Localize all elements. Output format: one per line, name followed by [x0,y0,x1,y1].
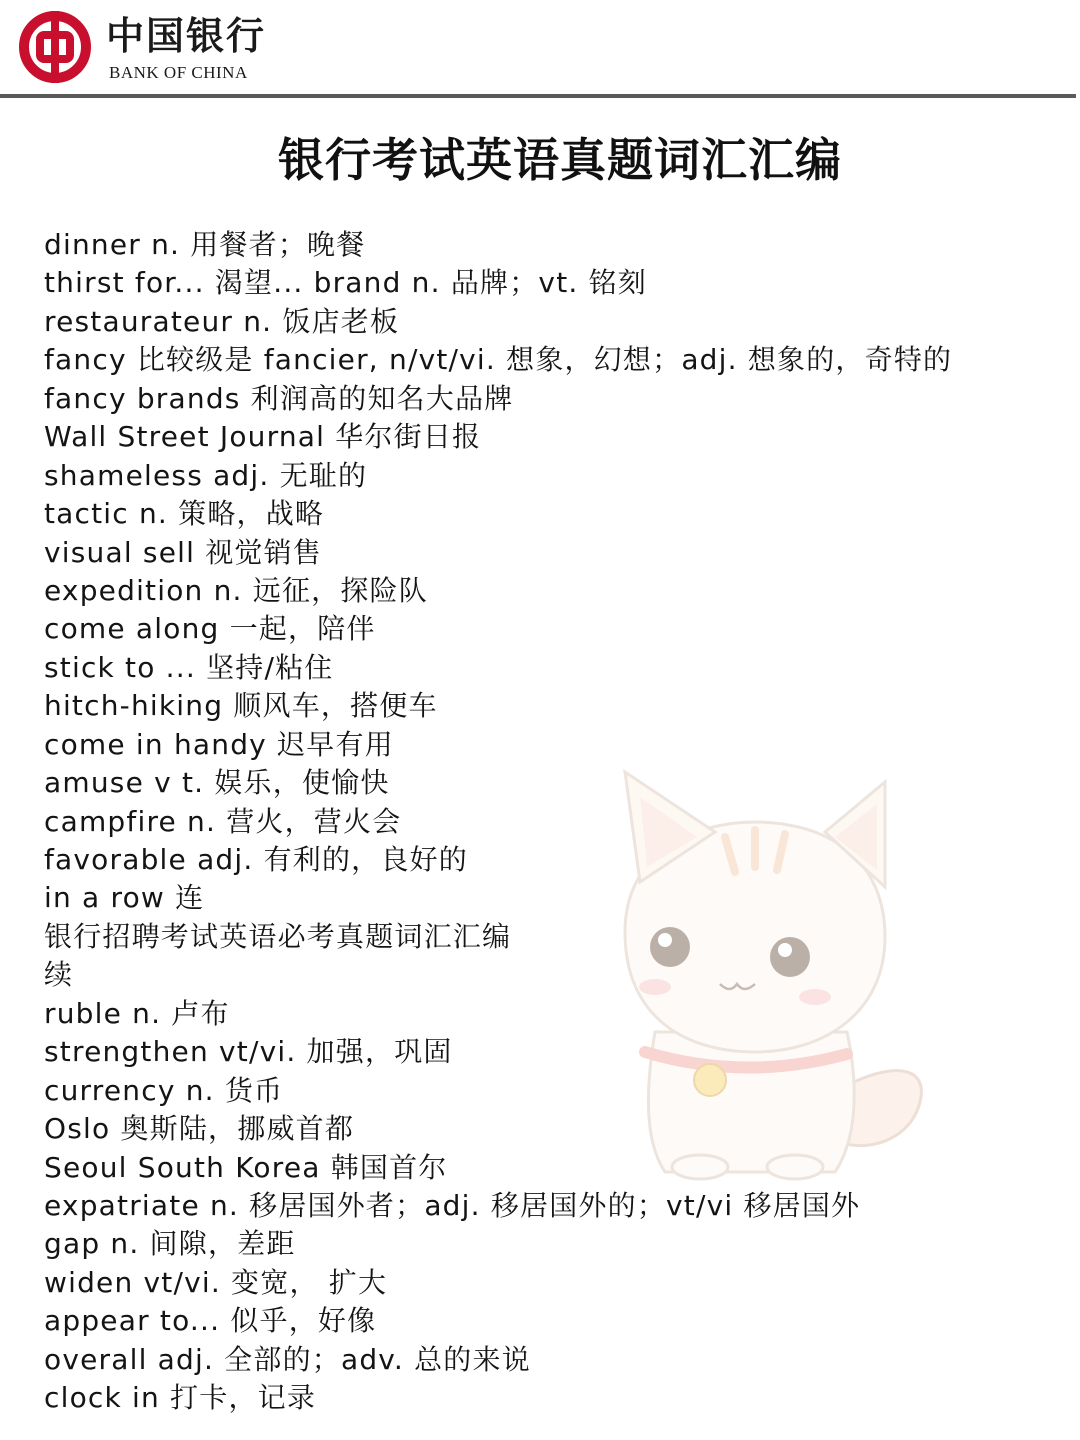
vocab-entry: strengthen vt/vi. 加强，巩固 [44,1035,453,1069]
vocab-entry: stick to ... 坚持/粘住 [44,650,334,684]
vocab-entry: overall adj. 全部的；adv. 总的来说 [44,1342,531,1376]
vocab-entry: in a row 连 [44,881,205,915]
header [0,0,1080,98]
vocab-entry: expedition n. 远征，探险队 [44,573,428,607]
logo-english-name: BANK OF CHINA [109,63,248,82]
vocab-entry: dinner n. 用餐者；晚餐 [44,228,366,261]
vocab-entry: Seoul South Korea 韩国首尔 [44,1150,448,1184]
vocab-entry: clock in 打卡，记录 [44,1381,317,1415]
vocab-entry: expatriate n. 移居国外者；adj. 移居国外的；vt/vi 移居国外 [44,1188,861,1222]
section-heading: 银行招聘考试英语必考真题词汇汇编 [44,919,512,953]
vocab-entry: come along 一起，陪伴 [44,612,376,646]
vocab-entry: restaurateur n. 饭店老板 [44,304,400,338]
vocab-entry: currency n. 货币 [44,1073,284,1107]
vocab-entry: Wall Street Journal 华尔街日报 [44,420,482,454]
vocab-entry: amuse v t. 娱乐，使愉快 [44,766,390,800]
logo-chinese-name: 中国银行 [106,13,267,58]
header-divider [0,94,1076,98]
page-title: 银行考试英语真题词汇汇编 [278,133,842,187]
vocab-entry: fancy brands 利润高的知名大品牌 [44,381,514,415]
vocab-entry: tactic n. 策略，战略 [44,497,325,531]
vocab-entry: ruble n. 卢布 [44,996,230,1030]
section-heading-continued: 续 [44,958,74,992]
vocab-entry: Oslo 奥斯陆，挪威首都 [44,1112,355,1146]
vocab-entry: fancy 比较级是 fancier, n/vt/vi. 想象，幻想；adj. 想象的，奇特的 [44,343,953,377]
vocab-entry: favorable adj. 有利的，良好的 [44,843,468,876]
vocab-entry: campfire n. 营火，营火会 [44,804,402,838]
vocab-entry: gap n. 间隙，差距 [44,1227,296,1261]
vocab-list [44,226,1044,1418]
vocab-entry: thirst for... 渴望... brand n. 品牌；vt. 铭刻 [44,266,647,300]
vocab-entry: visual sell 视觉销售 [44,535,322,569]
vocab-entry: come in handy 迟早有用 [44,727,394,761]
vocab-entry: shameless adj. 无耻的 [44,458,368,492]
vocab-entry: hitch-hiking 顺风车，搭便车 [44,689,438,723]
vocab-entry: appear to... 似乎，好像 [44,1304,377,1338]
vocab-entry: widen vt/vi. 变宽， 扩大 [44,1265,388,1299]
bank-of-china-logo-icon [18,10,92,84]
